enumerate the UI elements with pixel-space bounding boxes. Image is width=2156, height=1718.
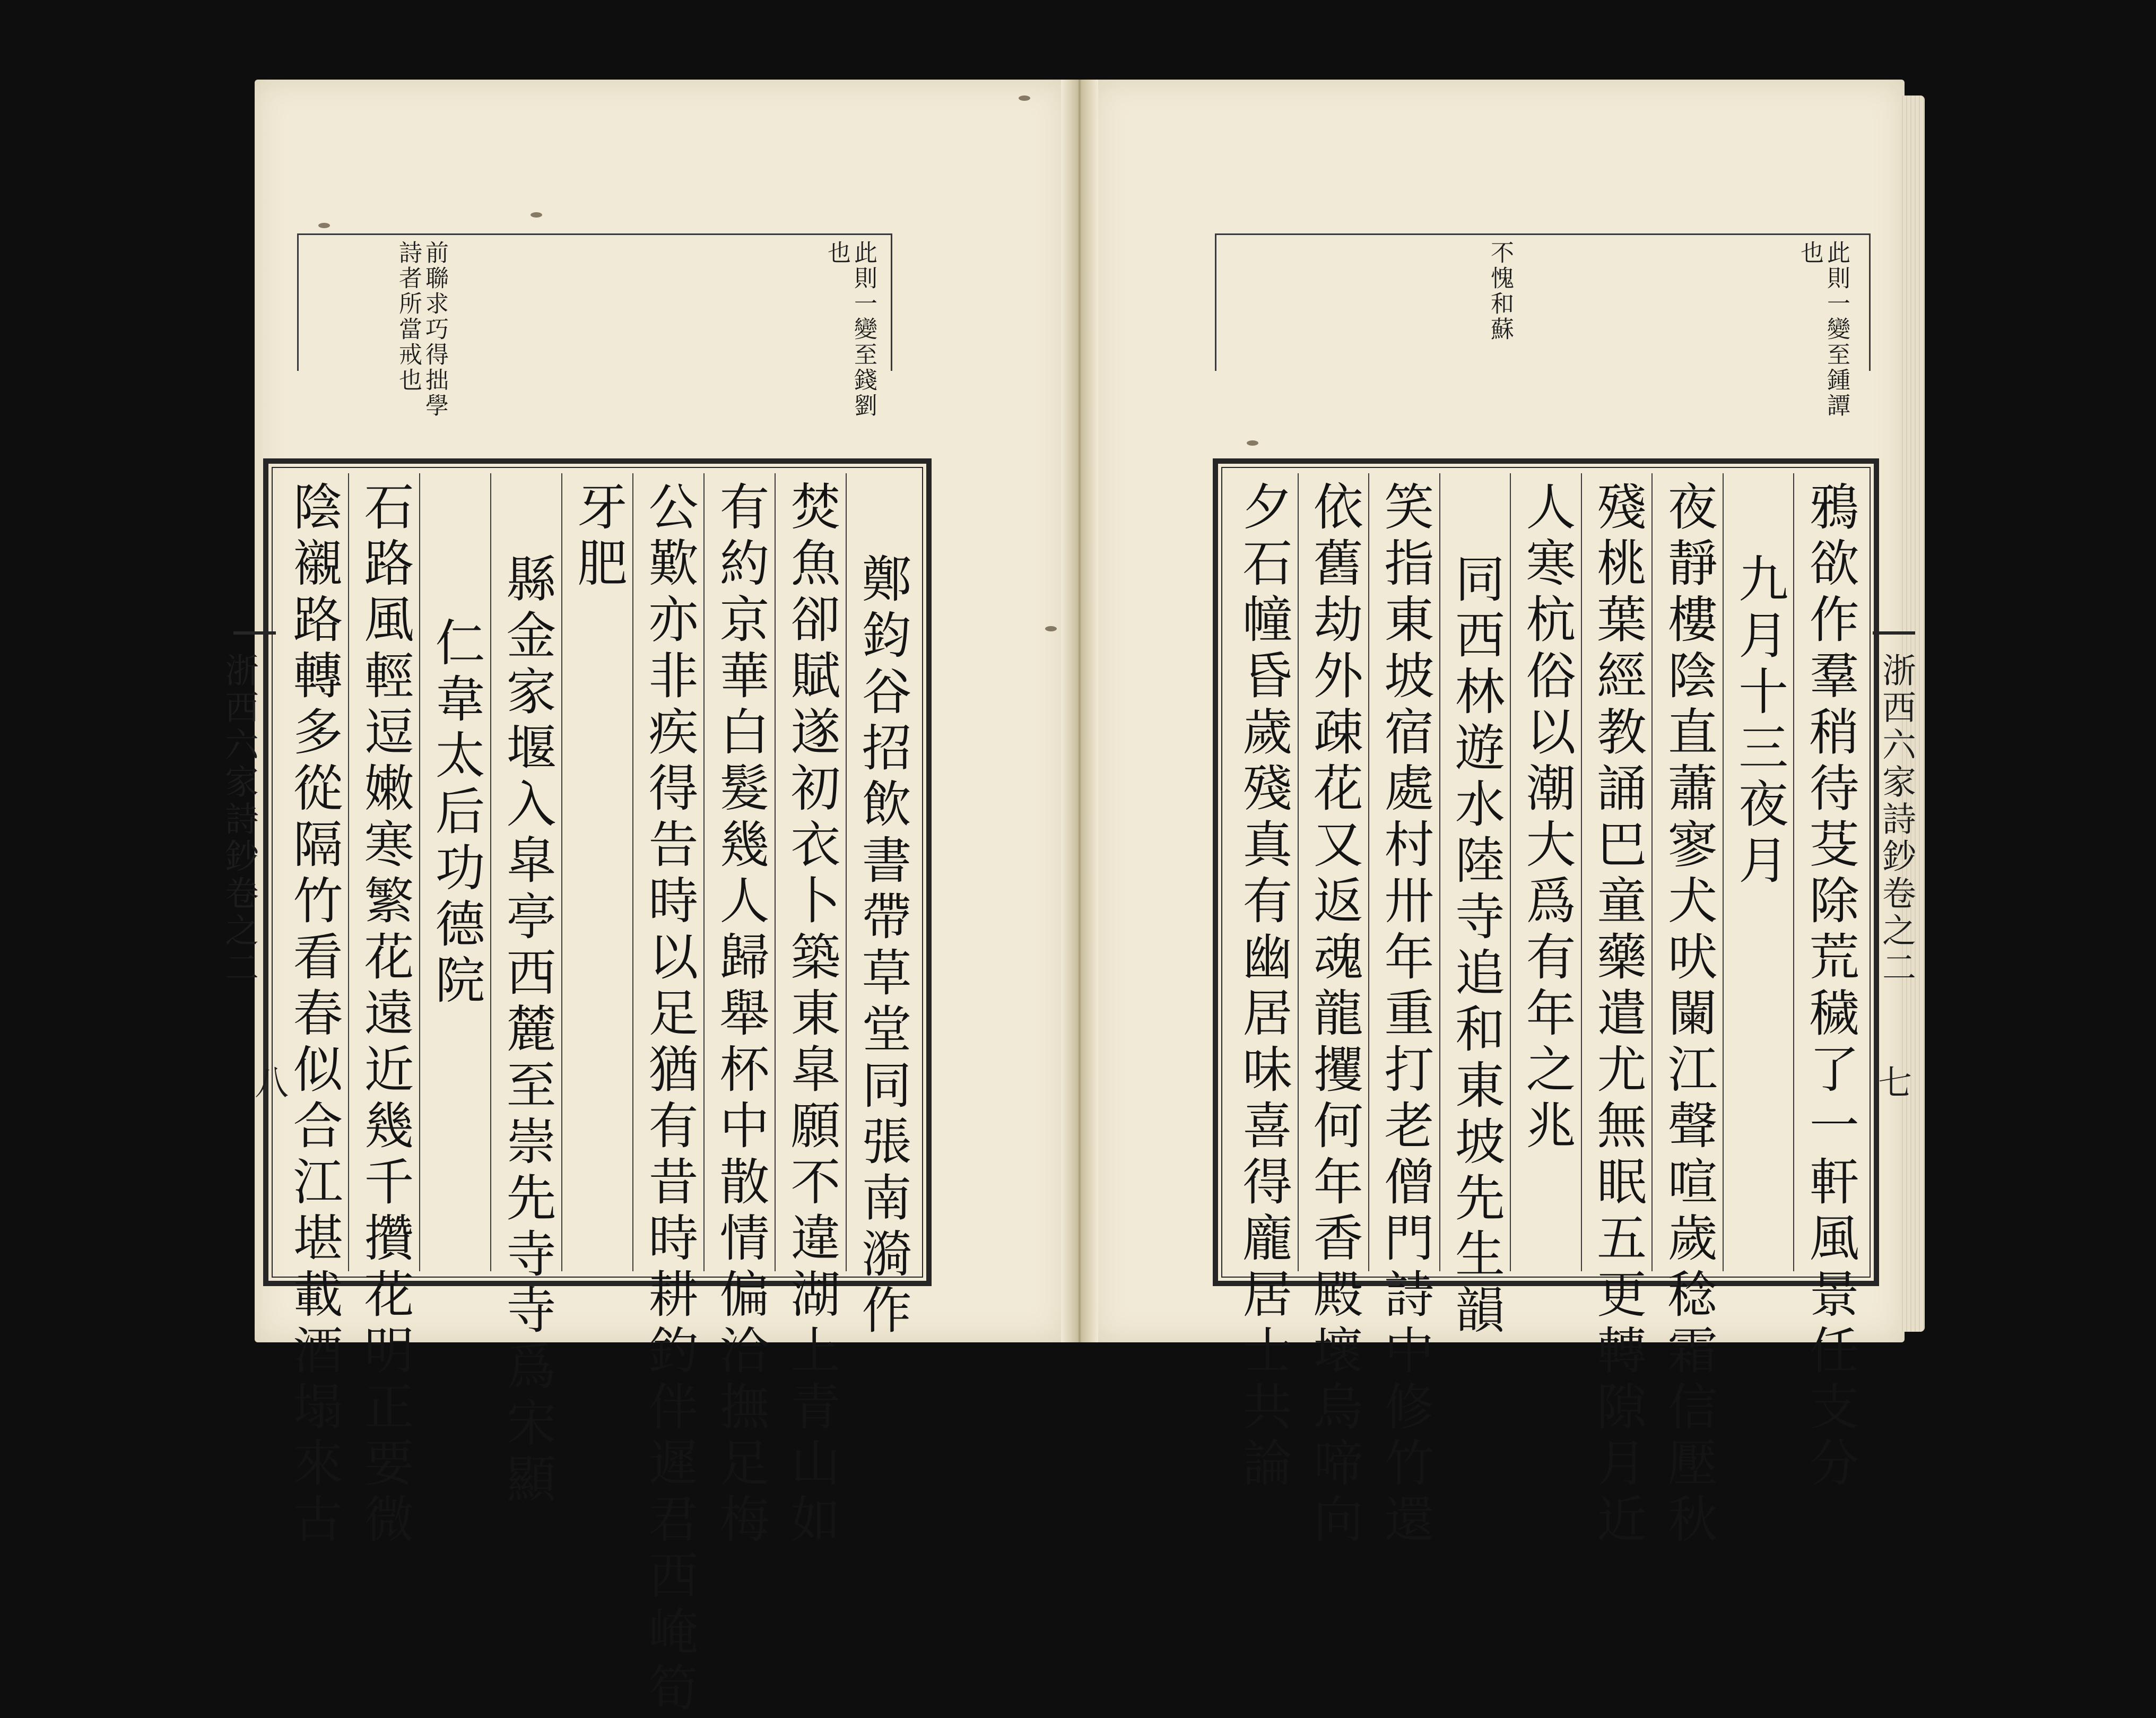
text-column — [1439, 473, 1510, 1340]
column-text: 殘桃葉經教誦巴童藥遣尤無眠五更轉隙月近 — [1588, 481, 1646, 1549]
text-column — [348, 473, 419, 1549]
text-column — [632, 473, 703, 1718]
right-header-annotation — [1215, 233, 1871, 419]
wormhole — [531, 212, 542, 218]
left-center-strip-title: 浙西六家詩鈔卷之二 — [219, 653, 258, 987]
text-column — [846, 473, 917, 1340]
header-note — [685, 240, 875, 419]
text-column — [419, 473, 490, 1271]
column-text: 夜靜樓陰直蕭寥犬吠闌江聲喧歲稔霜信壓秋 — [1659, 481, 1717, 1549]
book-gutter — [1061, 80, 1098, 1342]
column-text: 石路風輕逗嫩寒繁花遠近幾千攢花明正要微 — [355, 481, 413, 1549]
note-column: 不愧和蘇 — [1486, 240, 1514, 342]
note-column: 詩者所當戒也 — [395, 240, 422, 393]
text-column — [1228, 473, 1298, 1493]
text-column — [1581, 473, 1652, 1549]
right-leaf-number: 七 — [1878, 1064, 1912, 1103]
text-column — [1298, 473, 1369, 1549]
right-center-strip-title: 浙西六家詩鈔卷之二 — [1876, 653, 1916, 987]
column-text: 鴉欲作羣稍待芟除荒穢了一軒風景任支分 — [1801, 481, 1859, 1493]
column-text: 依舊劫外疎花又返魂龍攫何年香殿壞烏啼向 — [1305, 481, 1363, 1549]
left-text-frame — [263, 458, 932, 1718]
column-text: 同西林遊水陸寺追和東坡先生韻 — [1446, 553, 1505, 1340]
column-text: 笑指東坡宿處村卅年重打老僧門詩中修竹還 — [1375, 481, 1433, 1549]
column-text: 焚魚卻賦遂初衣卜築東皐願不違湖上青山如 — [782, 481, 840, 1549]
wormhole — [1019, 96, 1030, 101]
text-column — [1723, 473, 1794, 1271]
right-text-frame — [1213, 458, 1879, 1549]
note-column: 此則一變至錢劉 — [850, 240, 877, 419]
header-note — [140, 240, 446, 419]
wormhole — [1247, 440, 1258, 446]
right-columns — [1228, 473, 1864, 1549]
wormhole — [318, 223, 330, 228]
text-column — [561, 473, 632, 1271]
text-column — [703, 473, 775, 1549]
text-column — [278, 473, 348, 1549]
text-column — [1651, 473, 1723, 1549]
left-header-annotation — [297, 233, 892, 419]
text-column — [490, 473, 561, 1509]
text-column — [1368, 473, 1439, 1549]
column-text: 牙肥 — [569, 481, 627, 593]
column-text: 九月十三夜月 — [1729, 553, 1788, 890]
left-leaf-number: 八 — [255, 1064, 289, 1103]
header-note — [1658, 240, 1848, 419]
column-text: 鄭鈞谷招飲書帶草堂同張南漪作 — [853, 553, 911, 1340]
text-column — [1510, 473, 1581, 1271]
header-note — [1418, 240, 1514, 342]
left-columns — [278, 473, 917, 1718]
text-column — [1793, 473, 1864, 1493]
column-text: 夕石幢昏歲殘真有幽居味喜得龐居士共論 — [1233, 481, 1292, 1493]
column-text: 陰襯路轉多從隔竹看春似合江堪載酒塌來古 — [284, 481, 342, 1549]
wormhole — [1045, 626, 1057, 631]
note-column: 此則一變至鍾譚 — [1823, 240, 1850, 419]
note-column: 也 — [823, 240, 850, 266]
column-text: 有約京華白髮幾人歸舉杯中散情偏洽撫足梅 — [711, 481, 769, 1549]
column-text: 縣金家堰入皐亭西麓至崇先寺寺爲宋顯 — [498, 553, 555, 1509]
column-text: 公歎亦非疾得告時以足猶有昔時耕釣伴遲君西崦筍 — [640, 481, 698, 1718]
text-column — [775, 473, 846, 1549]
note-column: 前聯求巧得拙學 — [421, 240, 448, 419]
note-column: 也 — [1796, 240, 1823, 266]
column-text: 仁韋太后功德院 — [427, 617, 484, 1010]
column-text: 人寒杭俗以潮大爲有年之兆 — [1517, 481, 1575, 1156]
